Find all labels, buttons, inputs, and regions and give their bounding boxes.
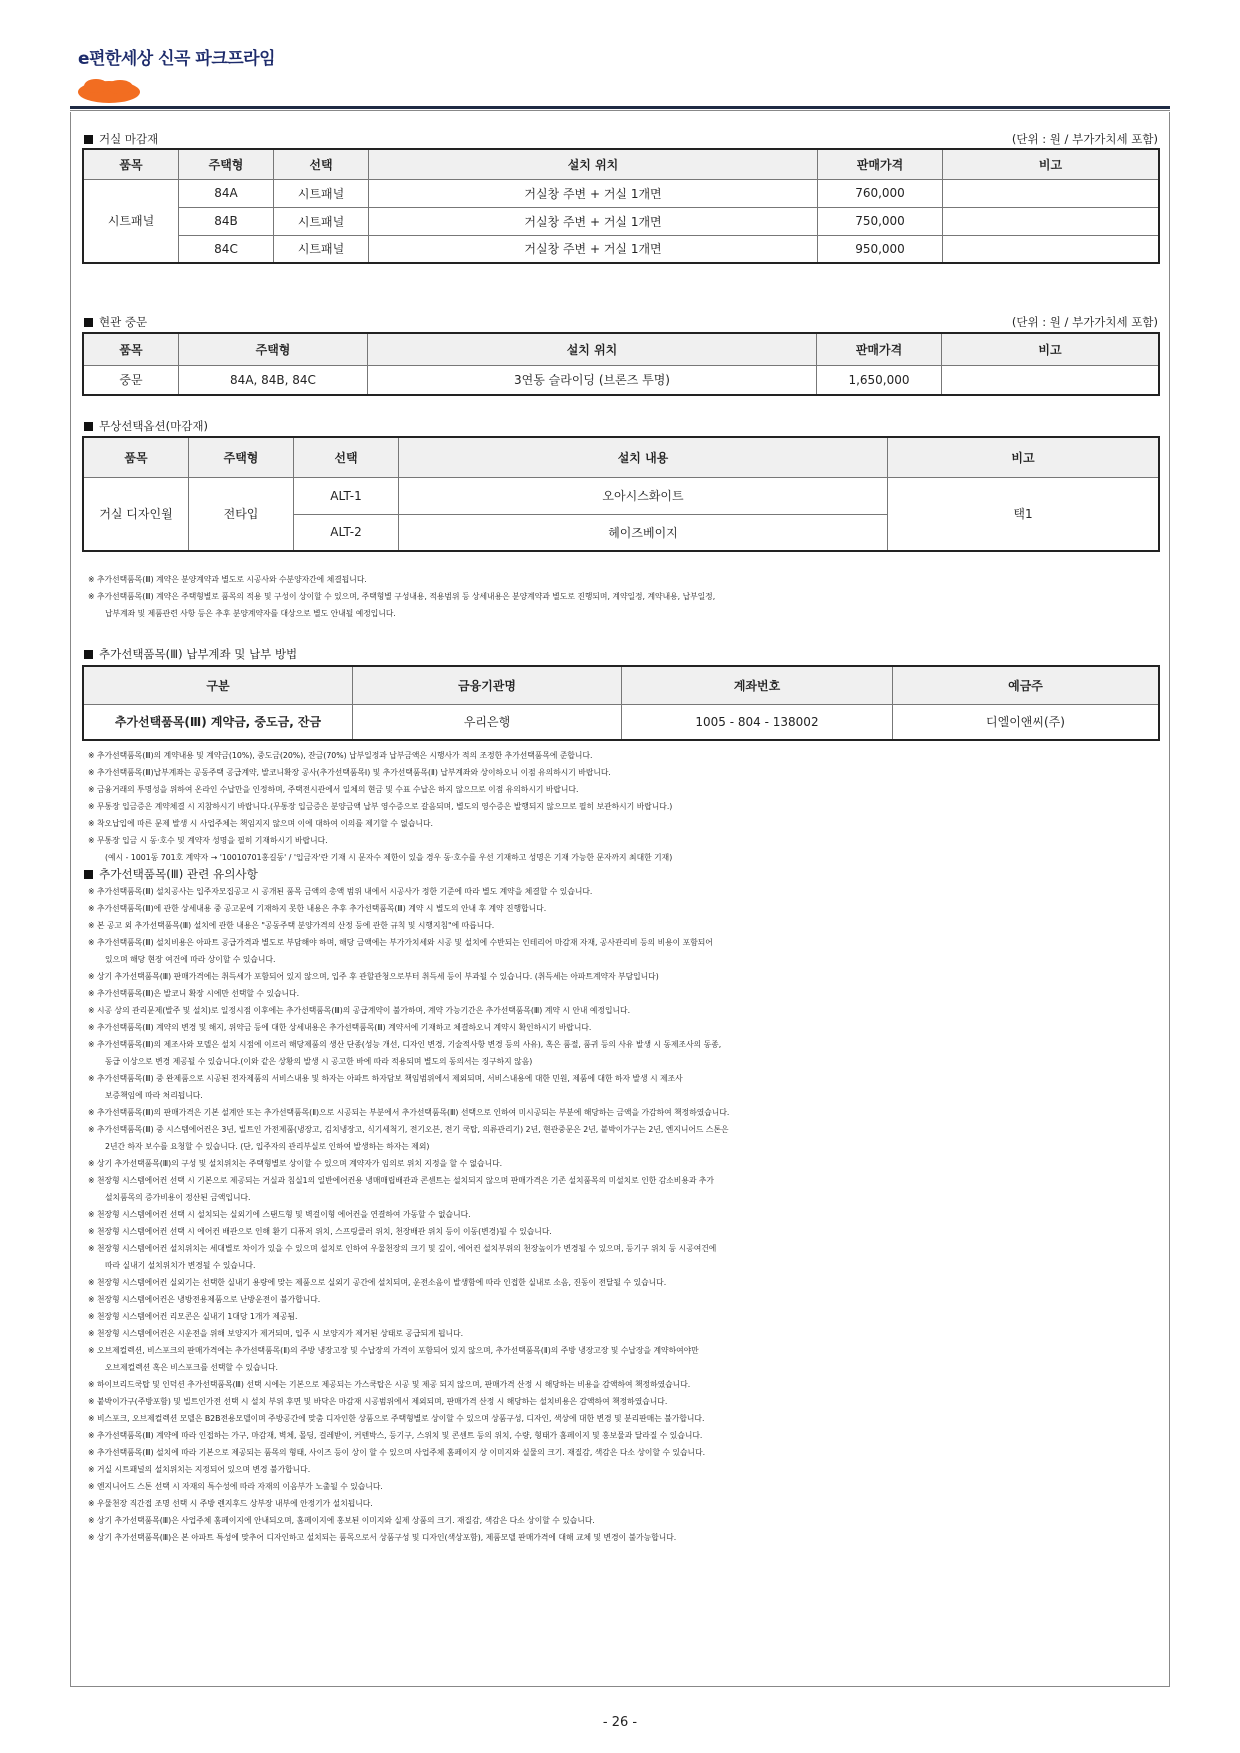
note-line: ※ 붙박이가구(주방포함) 및 빌트인가전 선택 시 설치 부위 후면 및 바닥은 마감재 시공범위에서 제외되며, 판매가격 산정 시 해당하는 설치비용은 감액하여 책정하였습니다.: [88, 1397, 668, 1406]
note-line: 따라 실내기 설치위치가 변경될 수 있습니다.: [105, 1261, 256, 1270]
note-line: ※ 추가선택품목(Ⅲ)에 관한 상세내용 중 공고문에 기재하지 못한 내용은 추후 추가선택품목(Ⅲ) 계약 시 별도의 안내 후 계약 진행합니다.: [88, 904, 547, 913]
cell-location: 거실창 주변 + 거실 1개면: [369, 179, 818, 207]
note-line: ※ 추가선택품목(Ⅲ) 계약은 주택형별로 품목의 적용 및 구성이 상이할 수 있으며, 주택형별 구성내용, 적용범위 등 상세내용은 분양계약과 별도로 진행되며, 계약일정, 계약내용, 납부일정,: [88, 592, 716, 601]
cell-note: 택1: [888, 477, 1160, 551]
note-line: ※ 본 공고 외 추가선택품목(Ⅲ) 설치에 관한 내용은 "공동주택 분양가격의 산정 등에 관한 규칙 및 시행지침"에 따릅니다.: [88, 921, 495, 930]
header-bar: [70, 106, 1170, 109]
cell-content: 오아시스화이트: [399, 477, 888, 514]
bullet-square-icon: [84, 870, 93, 879]
cell-price: 750,000: [818, 207, 943, 235]
table-row: [83, 235, 1159, 263]
note-line: ※ 천장형 시스템에어컨은 시운전을 위해 보양지가 제거되며, 입주 시 보양지가 제거된 상태로 공급되게 됩니다.: [88, 1329, 464, 1338]
note-line: ※ 추가선택품목(Ⅲ)의 판매가격은 기본 설계안 또는 추가선택품목(Ⅱ)으로 시공되는 부분에서 추가선택품목(Ⅲ) 선택으로 인하여 미시공되는 부분에 해당하는 금액을 가감하여 책정하였습니다.: [88, 1108, 730, 1117]
section-caution: [84, 866, 1158, 883]
cell-price: 950,000: [818, 235, 943, 263]
cell-item: 중문: [83, 365, 179, 395]
col-header: 설치 위치: [369, 149, 818, 179]
note-line: 2년간 하자 보수를 요청할 수 있습니다. (단, 입주자의 관리부실로 인하여 발생하는 하자는 제외): [105, 1142, 430, 1151]
note-line: ※ 천장형 시스템에어컨 선택 시 기본으로 제공되는 거실과 침실1의 일반에어컨용 냉매매립배관과 콘센트는 설치되지 않으며 판매가격은 기존 설치품목의 미설치로 인한 감소비용과 추가: [88, 1176, 714, 1185]
cell-item: 시트패널: [83, 179, 179, 263]
cell-note: [943, 179, 1160, 207]
col-header: 구분: [83, 666, 353, 704]
note-line: ※ 추가선택품목(Ⅲ) 설치공사는 입주자모집공고 시 공개된 품목 금액의 총액 범위 내에서 시공사가 정한 기준에 따라 별도 계약을 체결할 수 있습니다.: [88, 887, 593, 896]
cell-category: 추가선택품목(Ⅲ) 계약금, 중도금, 잔금: [83, 704, 353, 740]
cell-note: [942, 365, 1160, 395]
note-line: ※ 시공 상의 관리문제(발주 및 설치)로 일정시점 이후에는 추가선택품목(Ⅲ)의 공급계약이 불가하며, 계약 가능기간은 추가선택품목(Ⅲ) 계약 시 안내 예정입니다.: [88, 1006, 631, 1015]
col-header: 비고: [943, 149, 1160, 179]
note-line: ※ 추가선택품목(Ⅲ)은 발코니 확장 시에만 선택할 수 있습니다.: [88, 989, 300, 998]
cell-location: 3연동 슬라이딩 (브론즈 투명): [368, 365, 817, 395]
section-title: 추가선택품목(Ⅲ) 납부계좌 및 납부 방법: [99, 647, 298, 661]
table-row: [83, 365, 1159, 395]
table-row: [83, 704, 1159, 740]
note-line: 오브제컬렉션 혹은 비스포크를 선택할 수 있습니다.: [105, 1363, 279, 1372]
col-header: 선택: [294, 437, 399, 477]
note-line: ※ 엔지니어드 스톤 선택 시 자재의 특수성에 따라 자재의 이음부가 노출될 수 있습니다.: [88, 1482, 383, 1491]
note-line: 있으며 해당 현장 여건에 따라 상이할 수 있습니다.: [105, 955, 276, 964]
section-title: 추가선택품목(Ⅲ) 관련 유의사항: [99, 867, 258, 881]
note-line: ※ 비스포크, 오브제컬렉션 모델은 B2B전용모델이며 주방공간에 맞춤 디자인한 상품으로 주택형별로 상이할 수 있으며 상품구성, 디자인, 색상에 대한 변경 및 분리판매는 불가합니다.: [88, 1414, 705, 1423]
note-line: ※ 천장형 시스템에어컨 실외기는 선택한 실내기 용량에 맞는 제품으로 실외기 공간에 설치되며, 운전소음이 발생함에 따라 인접한 실내로 소음, 진동이 전달될 수 있습니다.: [88, 1278, 667, 1287]
note-line: ※ 상기 추가선택품목(Ⅲ)의 구성 및 설치위치는 주택형별로 상이할 수 있으며 계약자가 임의로 위치 지정을 할 수 없습니다.: [88, 1159, 503, 1168]
notes-payment: [88, 747, 1158, 1546]
header-bar-line: [70, 110, 1170, 111]
note-line: ※ 상기 추가선택품목(Ⅲ)은 사업주체 홈페이지에 안내되오며, 홈페이지에 홍보된 이미지와 실제 상품의 크기. 재질감, 색감은 다소 상이할 수 있습니다.: [88, 1516, 595, 1525]
table-row: [83, 477, 1159, 514]
section-door: [84, 314, 147, 330]
page-number: - 26 -: [602, 1715, 638, 1730]
note-line: ※ 추가선택품목(Ⅲ)의 제조사와 모델은 설치 시점에 이르러 해당제품의 생산 단종(성능 개선, 디자인 변경, 기술적사항 변경 등의 사유), 혹은 품절, 품귀 등의 사유 발생 시 동제조사의 동종,: [88, 1040, 722, 1049]
cell-option: 시트패널: [274, 235, 369, 263]
note-line: ※ 추가선택품목(Ⅲ) 설치비용은 아파트 공급가격과 별도로 부담해야 하며, 해당 금액에는 부가가치세와 시공 및 설치에 수반되는 인테리어 마감재 자재, 공사관리비 등의 비용이 포함되어: [88, 938, 713, 947]
note-line: ※ 거실 시트패널의 설치위치는 지정되어 있으며 변경 불가합니다.: [88, 1465, 311, 1474]
cell-bank: 우리은행: [353, 704, 622, 740]
note-line: ※ 천장형 시스템에어컨 리모콘은 실내기 1대당 1개가 제공됨.: [88, 1312, 298, 1321]
note-line: ※ 우물천장 직간접 조명 선택 시 주방 렌지후드 상부장 내부에 안정기가 설치됩니다.: [88, 1499, 373, 1508]
note-line: ※ 추가선택품목(Ⅲ) 설치에 따라 기본으로 제공되는 품목의 형태, 사이즈 등이 상이 할 수 있으며 사업주체 홈페이지 상 이미지와 실물의 크기. 재질감, 색감은 다소 상이할 수 있습니다.: [88, 1448, 706, 1457]
note-line: ※ 상기 추가선택품목(Ⅲ)은 본 아파트 특성에 맞추어 디자인하고 설치되는 품목으로서 상품구성 및 디자인(색상포함), 제품모델 판매가격에 대해 교체 및 변경이 불가능합니다.: [88, 1533, 677, 1542]
section-payment: [84, 646, 297, 662]
cell-location: 거실창 주변 + 거실 1개면: [369, 207, 818, 235]
note-line: 보증책임에 따라 처리됩니다.: [105, 1091, 203, 1100]
note-line: ※ 추가선택품목(Ⅲ)납부계좌는 공동주택 공급계약, 발코니확장 공사(추가선택품목Ⅰ) 및 추가선택품목(Ⅱ) 납부계좌와 상이하오니 이점 유의하시기 바랍니다.: [88, 768, 611, 777]
section-title: 현관 중문: [99, 315, 148, 329]
col-header: 주택형: [189, 437, 294, 477]
cell-type: 84A: [179, 179, 274, 207]
col-header: 품목: [83, 437, 189, 477]
col-header: 판매가격: [817, 333, 942, 365]
cell-type: 전타입: [189, 477, 294, 551]
living-table: [82, 148, 1160, 264]
cell-price: 760,000: [818, 179, 943, 207]
note-line: ※ 추가선택품목(Ⅲ) 중 시스템에어컨은 3년, 빌트인 가전제품(냉장고, 김치냉장고, 식기세척기, 전기오븐, 전기 쿡탑, 의류관리기) 2년, 현관중문은 2년, 붙박이가구는 2년, 엔지니어드 스톤은: [88, 1125, 729, 1134]
col-header: 금융기관명: [353, 666, 622, 704]
section-free-options: [84, 418, 208, 434]
note-line: ※ 천장형 시스템에어컨 선택 시 에어컨 배관으로 인해 환기 디퓨저 위치, 스프링클러 위치, 천장배관 위치 등이 이동(변경)될 수 있습니다.: [88, 1227, 552, 1236]
note-line: ※ 무통장 입금 시 동·호수 및 계약자 성명을 필히 기재하시기 바랍니다.: [88, 836, 328, 845]
note-line: (예시 - 1001동 701호 계약자 → '10010701홍길동' / '입금자'란 기재 시 문자수 제한이 있을 경우 동·호수를 우선 기재하고 성명은 기재 가능한 문자까지 최대한 기재): [105, 853, 673, 862]
cell-holder: 디엘이앤씨(주): [893, 704, 1160, 740]
cell-option: ALT-1: [294, 477, 399, 514]
cell-account: 1005 - 804 - 138002: [622, 704, 893, 740]
note-line: ※ 천장형 시스템에어컨 선택 시 설치되는 실외기에 스탠드형 및 벽걸이형 에어컨을 연결하여 가동할 수 없습니다.: [88, 1210, 471, 1219]
col-header: 계좌번호: [622, 666, 893, 704]
cell-type: 84B: [179, 207, 274, 235]
note-line: ※ 추가선택품목(Ⅲ) 계약에 따라 인접하는 가구, 마감재, 벽체, 몰딩, 걸레받이, 커텐박스, 등기구, 스위치 및 콘센트 등의 위치, 수량, 형태가 홈페이지 및 홍보물과 달라질 수 있습니다.: [88, 1431, 703, 1440]
notes-contract: [88, 571, 1158, 622]
col-header: 판매가격: [818, 149, 943, 179]
note-line: ※ 추가선택품목(Ⅲ) 계약은 분양계약과 별도로 시공사와 수분양자간에 체결됩니다.: [88, 575, 367, 584]
cell-item: 거실 디자인월: [83, 477, 189, 551]
brand-title: e편한세상 신곡 파크프라임: [78, 49, 276, 69]
col-header: 예금주: [893, 666, 1160, 704]
bullet-square-icon: [84, 318, 93, 327]
note-line: ※ 금융거래의 투명성을 위하여 온라인 수납만을 인정하며, 주택전시관에서 일체의 현금 및 수표 수납은 하지 않으므로 이점 유의하시기 바랍니다.: [88, 785, 579, 794]
cell-location: 거실창 주변 + 거실 1개면: [369, 235, 818, 263]
section-title: 무상선택옵션(마감재): [99, 419, 208, 433]
col-header: 품목: [83, 333, 179, 365]
note-line: ※ 상기 추가선택품목(Ⅲ) 판매가격에는 취득세가 포함되어 있지 않으며, 입주 후 관할관청으로부터 취득세 등이 부과될 수 있습니다. (취득세는 아파트계약자 부담입니다): [88, 972, 659, 981]
unit-label: (단위 : 원 / 부가가치세 포함): [1011, 132, 1158, 146]
note-line: ※ 오브제컬렉션, 비스포크의 판매가격에는 추가선택품목(Ⅱ)의 주방 냉장고장 및 수납장의 가격이 포함되어 있지 않으며, 추가선택품목(Ⅱ)의 주방 냉장고장 및 수납장을 계약하여야만: [88, 1346, 699, 1355]
section-title: 거실 마감재: [99, 132, 159, 146]
col-header: 선택: [274, 149, 369, 179]
table-row: [83, 207, 1159, 235]
brand-logo-blob: [76, 78, 142, 104]
bullet-square-icon: [84, 422, 93, 431]
note-line: ※ 천장형 시스템에어컨은 냉방전용제품으로 난방운전이 불가합니다.: [88, 1295, 321, 1304]
col-header: 주택형: [179, 149, 274, 179]
cell-content: 헤이즈베이지: [399, 514, 888, 551]
note-line: 동급 이상으로 변경 제공될 수 있습니다.(이와 같은 상황의 발생 시 공고한 바에 따라 적용되며 별도의 동의서는 징구하지 않음): [105, 1057, 533, 1066]
note-line: ※ 추가선택품목(Ⅲ) 중 완제품으로 시공된 전자제품의 서비스내용 및 하자는 아파트 하자담보 책임범위에서 제외되며, 서비스내용에 대한 민원, 제품에 대한 하자 발생 시 제조사: [88, 1074, 683, 1083]
cell-option: ALT-2: [294, 514, 399, 551]
col-header: 주택형: [179, 333, 368, 365]
cell-type: 84A, 84B, 84C: [179, 365, 368, 395]
bullet-square-icon: [84, 650, 93, 659]
col-header: 설치 위치: [368, 333, 817, 365]
table-row: [83, 179, 1159, 207]
note-line: ※ 추가선택품목(Ⅲ)의 계약내용 및 계약금(10%), 중도금(20%), 잔금(70%) 납부일정과 납부금액은 시행사가 적의 조정한 추가선택품목에 준합니다.: [88, 751, 593, 760]
note-line: 설치품목의 증가비용이 정산된 금액입니다.: [105, 1193, 251, 1202]
note-line: ※ 착오납입에 따른 문제 발생 시 사업주체는 책임지지 않으며 이에 대하여 이의를 제기할 수 없습니다.: [88, 819, 433, 828]
bullet-square-icon: [84, 135, 93, 144]
section-living: [84, 131, 158, 147]
note-line: ※ 천장형 시스템에어컨 설치위치는 세대별로 차이가 있을 수 있으며 설치로 인하여 우물천장의 크기 및 깊이, 에어컨 설치부위의 천장높이가 변경될 수 있으며, 등기구 위치 등 시공여건에: [88, 1244, 717, 1253]
col-header: 품목: [83, 149, 179, 179]
cell-option: 시트패널: [274, 207, 369, 235]
free-options-table: [82, 436, 1160, 552]
cell-note: [943, 207, 1160, 235]
unit-label: (단위 : 원 / 부가가치세 포함): [1011, 315, 1158, 329]
payment-table: [82, 665, 1160, 741]
note-line: 납부계좌 및 제품관련 사항 등은 추후 분양계약자를 대상으로 별도 안내될 예정입니다.: [105, 609, 396, 618]
col-header: 비고: [942, 333, 1160, 365]
note-line: ※ 하이브리드쿡탑 및 인덕션 추가선택품목(Ⅲ) 선택 시에는 기본으로 제공되는 가스쿡탑은 시공 및 제공 되지 않으며, 판매가격 산정 시 해당하는 비용을 감액하여 책정하였습니다.: [88, 1380, 691, 1389]
cell-type: 84C: [179, 235, 274, 263]
note-line: ※ 무통장 입금증은 계약체결 시 지참하시기 바랍니다.(무통장 입금증은 분양금액 납부 영수증으로 갈음되며, 별도의 영수증은 발행되지 않으므로 필히 보관하시기 바랍니다.): [88, 802, 673, 811]
note-line: ※ 추가선택품목(Ⅲ) 계약의 변경 및 해지, 위약금 등에 대한 상세내용은 추가선택품목(Ⅲ) 계약서에 기재하고 체결하오니 계약시 확인하시기 바랍니다.: [88, 1023, 592, 1032]
door-table: [82, 332, 1160, 396]
col-header: 설치 내용: [399, 437, 888, 477]
notes-caution: [88, 883, 1158, 1546]
cell-note: [943, 235, 1160, 263]
col-header: 비고: [888, 437, 1160, 477]
cell-price: 1,650,000: [817, 365, 942, 395]
cell-option: 시트패널: [274, 179, 369, 207]
